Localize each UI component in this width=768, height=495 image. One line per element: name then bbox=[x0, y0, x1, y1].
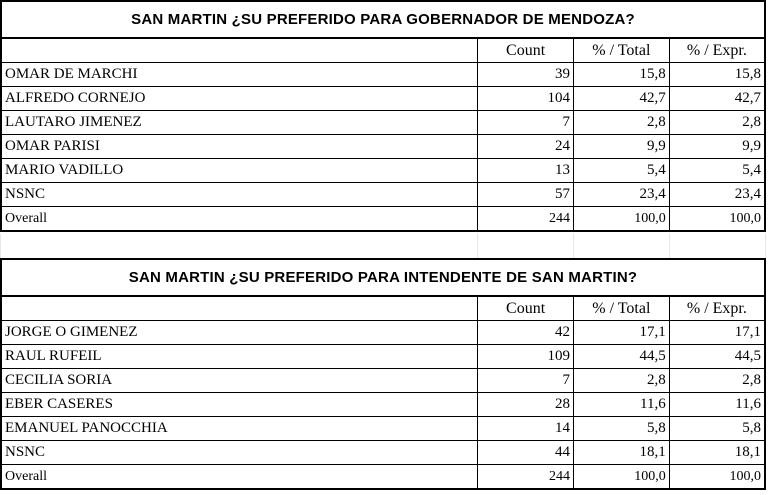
table-row bbox=[1, 369, 765, 393]
row-count: 44 bbox=[478, 441, 574, 465]
mayor-table-panel bbox=[0, 258, 766, 490]
governor-results-table bbox=[0, 38, 766, 232]
row-percent-expr: 9,9 bbox=[669, 135, 765, 159]
table-row bbox=[1, 345, 765, 369]
row-count: 24 bbox=[478, 135, 574, 159]
row-percent-expr: 5,4 bbox=[669, 159, 765, 183]
row-percent-expr: 42,7 bbox=[669, 87, 765, 111]
row-percent-expr: 2,8 bbox=[669, 111, 765, 135]
row-label: EBER CASERES bbox=[1, 393, 478, 417]
header-label-cell bbox=[1, 39, 478, 63]
table-row bbox=[1, 159, 765, 183]
row-label: RAUL RUFEIL bbox=[1, 345, 478, 369]
row-label: JORGE O GIMENEZ bbox=[1, 321, 478, 345]
row-count: 244 bbox=[478, 465, 574, 490]
row-percent-expr: 18,1 bbox=[669, 441, 765, 465]
row-percent-expr: 17,1 bbox=[669, 321, 765, 345]
row-percent-total: 100,0 bbox=[573, 207, 669, 232]
row-percent-expr: 44,5 bbox=[669, 345, 765, 369]
row-count: 57 bbox=[478, 183, 574, 207]
table-row-overall bbox=[1, 207, 765, 232]
row-percent-expr: 100,0 bbox=[669, 207, 765, 232]
row-label: OMAR PARISI bbox=[1, 135, 478, 159]
table-spacer bbox=[0, 234, 766, 258]
row-count: 39 bbox=[478, 63, 574, 87]
table-header-row bbox=[1, 39, 765, 63]
row-label: NSNC bbox=[1, 441, 478, 465]
table-row bbox=[1, 441, 765, 465]
row-count: 7 bbox=[478, 369, 574, 393]
row-count: 13 bbox=[478, 159, 574, 183]
table-row bbox=[1, 183, 765, 207]
row-percent-expr: 2,8 bbox=[669, 369, 765, 393]
row-percent-total: 2,8 bbox=[573, 111, 669, 135]
row-count: 28 bbox=[478, 393, 574, 417]
header-count: Count bbox=[478, 297, 574, 321]
mayor-results-table bbox=[0, 296, 766, 490]
table-row bbox=[1, 135, 765, 159]
spacer-gridline bbox=[477, 234, 478, 258]
row-percent-total: 18,1 bbox=[573, 441, 669, 465]
row-percent-total: 5,8 bbox=[573, 417, 669, 441]
row-percent-expr: 11,6 bbox=[669, 393, 765, 417]
row-percent-expr: 15,8 bbox=[669, 63, 765, 87]
row-count: 42 bbox=[478, 321, 574, 345]
row-percent-total: 42,7 bbox=[573, 87, 669, 111]
table-row bbox=[1, 87, 765, 111]
row-count: 7 bbox=[478, 111, 574, 135]
governor-table-title: SAN MARTIN ¿SU PREFERIDO PARA GOBERNADOR DE MENDOZA? bbox=[0, 0, 766, 38]
row-label: Overall bbox=[1, 465, 478, 490]
table-row bbox=[1, 63, 765, 87]
table-header-row bbox=[1, 297, 765, 321]
row-count: 244 bbox=[478, 207, 574, 232]
row-label: ALFREDO CORNEJO bbox=[1, 87, 478, 111]
row-percent-expr: 23,4 bbox=[669, 183, 765, 207]
row-label: LAUTARO JIMENEZ bbox=[1, 111, 478, 135]
row-count: 14 bbox=[478, 417, 574, 441]
row-percent-total: 15,8 bbox=[573, 63, 669, 87]
row-label: MARIO VADILLO bbox=[1, 159, 478, 183]
row-percent-total: 11,6 bbox=[573, 393, 669, 417]
row-percent-total: 2,8 bbox=[573, 369, 669, 393]
header-percent-total: % / Total bbox=[573, 39, 669, 63]
table-row bbox=[1, 417, 765, 441]
header-percent-total: % / Total bbox=[573, 297, 669, 321]
header-percent-expr: % / Expr. bbox=[669, 39, 765, 63]
row-percent-total: 44,5 bbox=[573, 345, 669, 369]
mayor-table-title: SAN MARTIN ¿SU PREFERIDO PARA INTENDENTE DE SAN MARTIN? bbox=[0, 258, 766, 296]
row-label: Overall bbox=[1, 207, 478, 232]
row-count: 104 bbox=[478, 87, 574, 111]
row-percent-total: 9,9 bbox=[573, 135, 669, 159]
row-label: CECILIA SORIA bbox=[1, 369, 478, 393]
spacer-gridline bbox=[669, 234, 670, 258]
spacer-gridline bbox=[573, 234, 574, 258]
header-percent-expr: % / Expr. bbox=[669, 297, 765, 321]
row-percent-total: 100,0 bbox=[573, 465, 669, 490]
governor-table-panel bbox=[0, 0, 766, 232]
row-label: EMANUEL PANOCCHIA bbox=[1, 417, 478, 441]
row-count: 109 bbox=[478, 345, 574, 369]
table-row bbox=[1, 321, 765, 345]
row-percent-total: 23,4 bbox=[573, 183, 669, 207]
row-label: NSNC bbox=[1, 183, 478, 207]
table-row-overall bbox=[1, 465, 765, 490]
table-row bbox=[1, 393, 765, 417]
table-row bbox=[1, 111, 765, 135]
row-percent-expr: 100,0 bbox=[669, 465, 765, 490]
row-percent-total: 17,1 bbox=[573, 321, 669, 345]
row-percent-expr: 5,8 bbox=[669, 417, 765, 441]
header-count: Count bbox=[478, 39, 574, 63]
header-label-cell bbox=[1, 297, 478, 321]
row-percent-total: 5,4 bbox=[573, 159, 669, 183]
row-label: OMAR DE MARCHI bbox=[1, 63, 478, 87]
